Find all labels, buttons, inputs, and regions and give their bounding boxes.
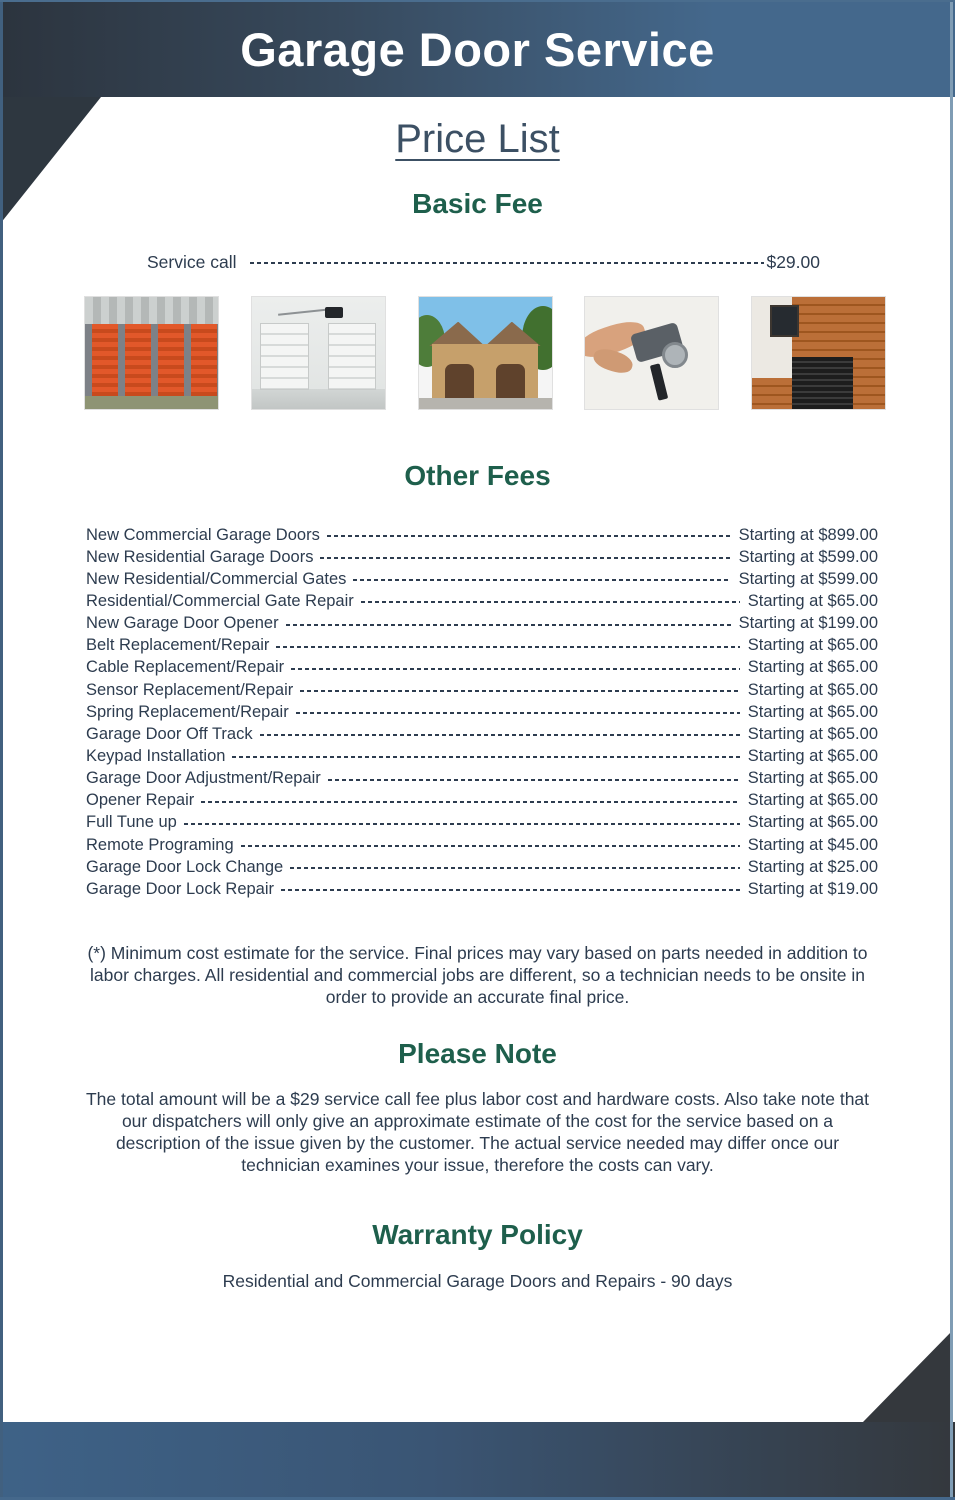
fee-label: Remote Programing: [86, 835, 234, 854]
fee-label: Garage Door Off Track: [86, 724, 253, 743]
fee-row: [86, 524, 878, 546]
fee-label: Full Tune up: [86, 813, 177, 832]
fee-row: [86, 679, 878, 701]
fee-label: Keypad Installation: [86, 746, 226, 765]
warranty-policy-body: Residential and Commercial Garage Doors and Repairs - 90 days: [222, 1271, 733, 1292]
fee-price: Starting at $599.00: [738, 569, 878, 588]
fee-price: Starting at $65.00: [747, 591, 878, 610]
dash-leader: [300, 690, 739, 692]
please-note-body: The total amount will be a $29 service call fee plus labor cost and hardware costs. Also take note that our dispatchers will only give an approximate estimate of the cost for the service based on a description of the issue given by the customer. The actual service needed may differ once our technician examines your issue, therefore the costs can vary.: [85, 1089, 870, 1176]
basic-fee-heading: Basic Fee: [412, 188, 543, 219]
fee-price: Starting at $19.00: [747, 879, 878, 898]
photo-detail: [85, 297, 218, 324]
fee-price: Starting at $65.00: [747, 680, 878, 699]
fee-row: [86, 657, 878, 679]
photo-garage-interior: [252, 297, 385, 409]
page-border-right: [950, 0, 953, 1500]
photo-detail: [85, 324, 218, 396]
fee-row: [86, 568, 878, 590]
dash-leader: [353, 579, 730, 581]
photo-detail: [662, 342, 688, 368]
fee-row: [86, 723, 878, 745]
fee-row: [86, 878, 878, 900]
fee-row: [86, 790, 878, 812]
fee-price: Starting at $65.00: [747, 746, 878, 765]
photo-detail: [85, 396, 218, 409]
dash-leader: [320, 557, 730, 559]
dash-leader: [361, 601, 740, 603]
dash-leader: [201, 801, 740, 803]
fee-row: [86, 745, 878, 767]
fee-price: Starting at $199.00: [738, 614, 878, 633]
photo-technician-tool: [585, 297, 718, 409]
fee-label: Residential/Commercial Gate Repair: [86, 591, 354, 610]
fee-row: [86, 590, 878, 612]
fee-label: Cable Replacement/Repair: [86, 658, 285, 677]
subtitle-price-list: Price List: [395, 117, 560, 161]
photo-detail: [252, 389, 385, 409]
page-border-top: [0, 0, 955, 2]
photo-detail: [496, 364, 525, 398]
fee-label: Garage Door Adjustment/Repair: [86, 769, 321, 788]
minimum-cost-disclaimer: (*) Minimum cost estimate for the service. Final prices may vary based on parts needed in addition to labor charges. All residential and commercial jobs are different, so a technician needs to be onsite in order to provide an accurate final price.: [87, 943, 868, 1008]
photo-storage-unit-doors: [85, 297, 218, 409]
dash-leader: [281, 889, 740, 891]
dash-leader: [241, 845, 740, 847]
photo-detail: [419, 398, 552, 409]
fee-price: Starting at $25.00: [747, 857, 878, 876]
photo-wood-facade-roller-door: [752, 297, 885, 409]
header-banner: [0, 0, 955, 97]
photo-detail: [792, 357, 853, 409]
fee-row: [86, 635, 878, 657]
dash-leader: [291, 668, 740, 670]
photo-detail: [329, 324, 376, 389]
fee-row: [86, 812, 878, 834]
fee-row: [86, 834, 878, 856]
dash-leader: [260, 734, 740, 736]
please-note-heading: Please Note: [398, 1038, 557, 1070]
dash-leader: [327, 535, 731, 537]
fee-label: Garage Door Lock Change: [86, 857, 284, 876]
fee-price: Starting at $65.00: [747, 702, 878, 721]
fee-price: Starting at $65.00: [747, 636, 878, 655]
fee-row: [86, 546, 878, 568]
warranty-policy-heading: Warranty Policy: [372, 1219, 583, 1251]
service-call-row: [147, 251, 820, 273]
dash-leader: [184, 823, 740, 825]
fee-label: Belt Replacement/Repair: [86, 636, 270, 655]
photo-brick-house-garage: [419, 297, 552, 409]
photo-detail: [325, 307, 343, 318]
page-border-left: [0, 0, 3, 1500]
service-call-price: $29.00: [766, 251, 820, 272]
fee-row: [86, 856, 878, 878]
fee-price: Starting at $65.00: [747, 791, 878, 810]
footer-banner: [0, 1422, 955, 1500]
dash-leader: [290, 867, 740, 869]
dash-leader: [276, 646, 739, 648]
fee-price: Starting at $899.00: [738, 525, 878, 544]
fee-price: Starting at $45.00: [747, 835, 878, 854]
page-title: Garage Door Service: [240, 23, 715, 76]
photo-detail: [261, 324, 308, 389]
service-call-label: Service call: [147, 251, 237, 272]
dash-leader: [286, 624, 731, 626]
photo-strip: [85, 297, 885, 409]
fee-label: Opener Repair: [86, 791, 195, 810]
photo-detail: [772, 307, 797, 335]
fee-price: Starting at $599.00: [738, 547, 878, 566]
bottom-right-corner-decoration: [863, 1330, 953, 1422]
other-fees-heading: Other Fees: [404, 460, 551, 491]
fee-price: Starting at $65.00: [747, 769, 878, 788]
fee-row: [86, 613, 878, 635]
fee-row: [86, 701, 878, 723]
fee-price: Starting at $65.00: [747, 724, 878, 743]
dash-leader: [296, 712, 740, 714]
fee-row: [86, 768, 878, 790]
fee-label: Garage Door Lock Repair: [86, 879, 275, 898]
fee-label: New Residential Garage Doors: [86, 547, 314, 566]
fee-label: New Residential/Commercial Gates: [86, 569, 347, 588]
dash-leader: [232, 756, 739, 758]
fee-price: Starting at $65.00: [747, 813, 878, 832]
photo-detail: [445, 364, 474, 398]
fee-label: Sensor Replacement/Repair: [86, 680, 294, 699]
other-fees-list: [86, 524, 878, 900]
fee-label: Spring Replacement/Repair: [86, 702, 289, 721]
fee-label: New Garage Door Opener: [86, 614, 279, 633]
dash-leader: [328, 779, 740, 781]
fee-label: New Commercial Garage Doors: [86, 525, 320, 544]
fee-price: Starting at $65.00: [747, 658, 878, 677]
dash-leader: [250, 262, 764, 264]
